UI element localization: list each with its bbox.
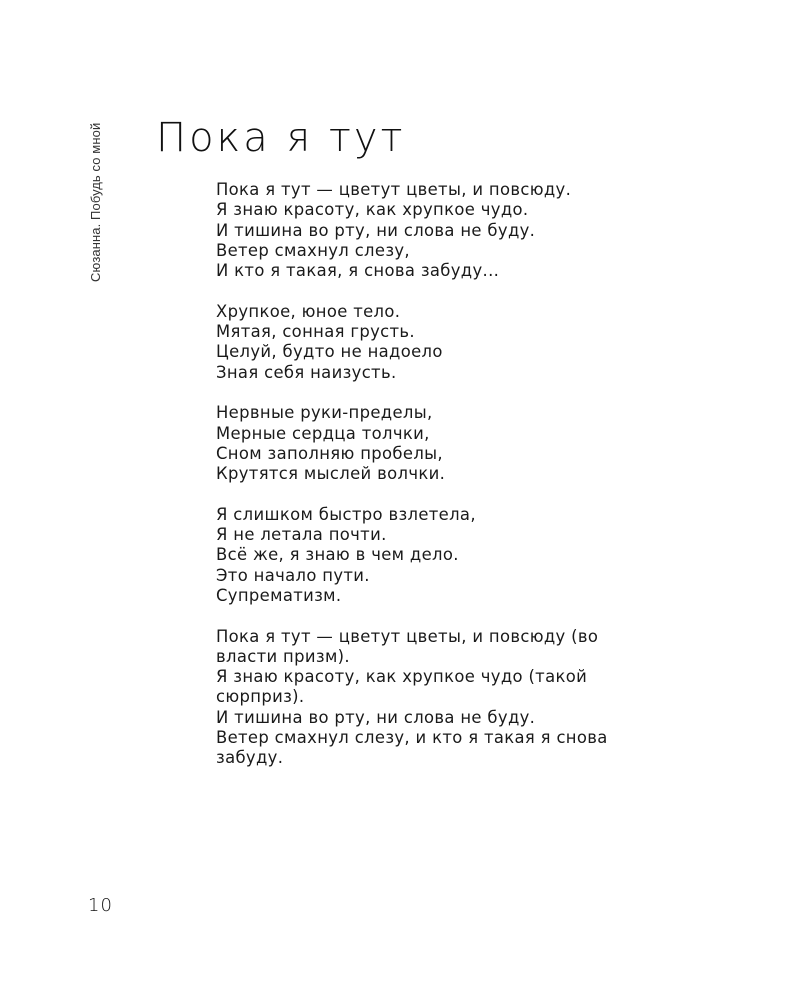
poem-line: Я знаю красоту, как хрупкое чудо (такой xyxy=(216,667,588,687)
poem-line: Мятая, сонная грусть. xyxy=(216,322,415,342)
stanza-4 xyxy=(216,505,706,606)
poem-body xyxy=(216,180,706,789)
poem-line: Супрематизм. xyxy=(216,585,342,605)
poem-line: Я не летала почти. xyxy=(216,525,387,545)
poem-line: И тишина во рту, ни слова не буду. xyxy=(216,707,536,727)
poem-line: Хрупкое, юное тело. xyxy=(216,301,401,321)
running-head: Сюзанна. Побудь со мной xyxy=(88,122,103,282)
poem-line: Ветер смахнул слезу, и кто я такая я снова xyxy=(216,728,608,748)
stanza-2 xyxy=(216,302,706,383)
poem-line: Сном заполняю пробелы, xyxy=(216,443,443,463)
stanza-5 xyxy=(216,627,706,769)
poem-line: забуду. xyxy=(216,748,284,768)
poem-line: Я знаю красоту, как хрупкое чудо. xyxy=(216,200,529,220)
poem-line: Крутятся мыслей волчки. xyxy=(216,464,446,484)
poem-line: Пока я тут — цветут цветы, и повсюду. xyxy=(216,180,572,199)
poem-line: Это начало пути. xyxy=(216,565,370,585)
stanza-1 xyxy=(216,180,706,281)
poem-title: Пока я тут xyxy=(156,115,406,161)
poem-line: Пока я тут — цветут цветы, и повсюду (во xyxy=(216,626,599,646)
poem-line: Нервные руки-пределы, xyxy=(216,403,433,423)
poem-line: Я слишком быстро взлетела, xyxy=(216,504,476,524)
poem-line: власти призм). xyxy=(216,646,350,666)
poem-line: И кто я такая, я снова забуду... xyxy=(216,261,500,281)
poem-line: Мерные сердца толчки, xyxy=(216,423,430,443)
poem-line: И тишина во рту, ни слова не буду. xyxy=(216,220,536,240)
poem-line: Целуй, будто не надоело xyxy=(216,342,443,362)
poem-line: Ветер смахнул слезу, xyxy=(216,240,410,260)
poem-line: Зная себя наизусть. xyxy=(216,362,397,382)
poem-line: Всё же, я знаю в чем дело. xyxy=(216,545,459,565)
stanza-3 xyxy=(216,403,706,484)
poem-line: сюрприз). xyxy=(216,687,305,707)
page-number: 10 xyxy=(88,895,113,916)
